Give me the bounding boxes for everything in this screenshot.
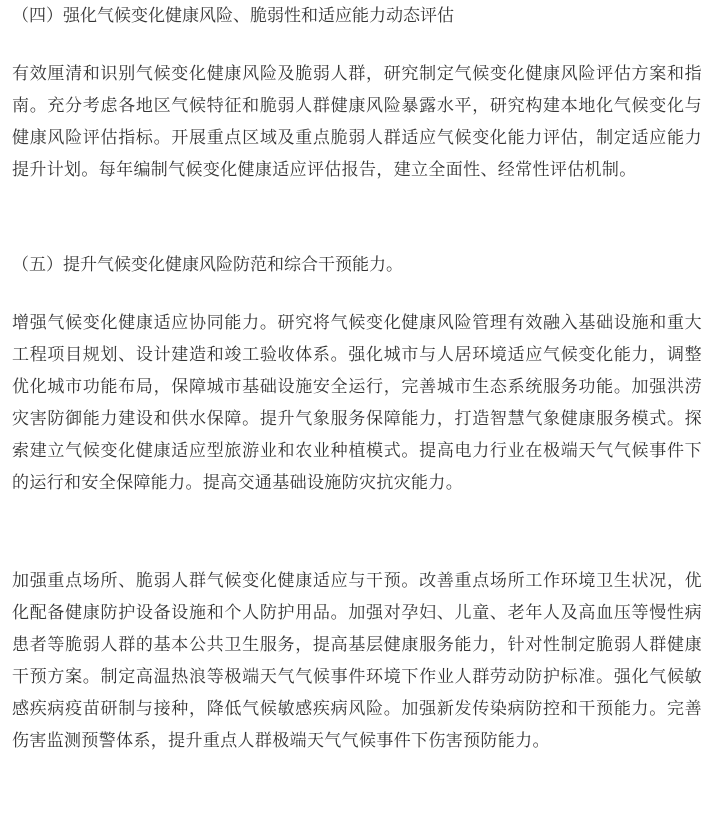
- section-4-paragraph: 有效厘清和识别气候变化健康风险及脆弱人群，研究制定气候变化健康风险评估方案和指南。充分考虑各地区气候特征和脆弱人群健康风险暴露水平，研究构建本地化气候变化与健康风险评估指标。开展重点区域及重点脆弱人群适应气候变化能力评估，制定适应能力提升计划。每年编制气候变化健康适应评估报告，建立全面性、经常性评估机制。: [12, 64, 702, 180]
- section-5-paragraph-1: 增强气候变化健康适应协同能力。研究将气候变化健康风险管理有效融入基础设施和重大工程项目规划、设计建造和竣工验收体系。强化城市与人居环境适应气候变化能力，调整优化城市功能布局，保障城市基础设施安全运行，完善城市生态系统服务功能。加强洪涝灾害防御能力建设和供水保障。提升气象服务保障能力，打造智慧气象健康服务模式。探索建立气候变化健康适应型旅游业和农业种植模式。提高电力行业在极端天气气候事件下的运行和安全保障能力。提高交通基础设施防灾抗灾能力。: [12, 313, 702, 493]
- section-4-heading: （四）强化气候变化健康风险、脆弱性和适应能力动态评估: [12, 6, 454, 26]
- section-5-paragraph-2: 加强重点场所、脆弱人群气候变化健康适应与干预。改善重点场所工作环境卫生状况，优化配备健康防护设备设施和个人防护用品。加强对孕妇、儿童、老年人及高血压等慢性病患者等脆弱人群的基本公共卫生服务，提高基层健康服务能力，针对性制定脆弱人群健康干预方案。制定高温热浪等极端天气气候事件环境下作业人群劳动防护标准。强化气候敏感疾病疫苗研制与接种，降低气候敏感疾病风险。加强新发传染病防控和干预能力。完善伤害监测预警体系，提升重点人群极端天气气候事件下伤害预防能力。: [12, 571, 702, 751]
- section-5-heading: （五）提升气候变化健康风险防范和综合干预能力。: [12, 255, 403, 275]
